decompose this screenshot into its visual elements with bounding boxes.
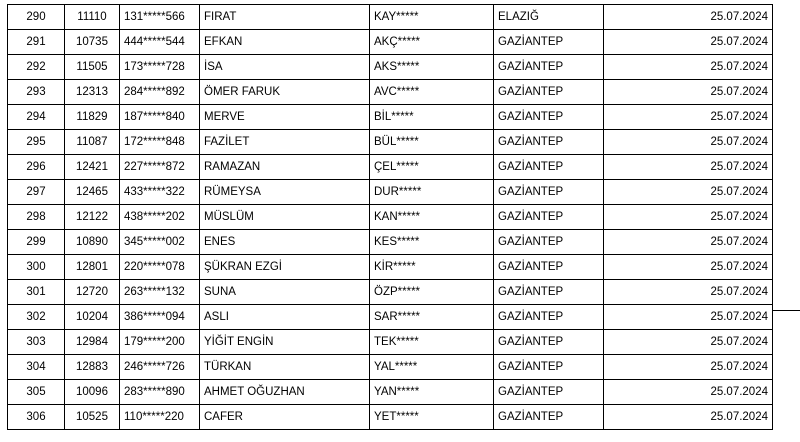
masked-surname-cell: YAN***** [370, 380, 494, 405]
masked-surname-cell: ÇEL***** [370, 155, 494, 180]
masked-surname-cell: BÜL***** [370, 130, 494, 155]
masked-surname-cell: KES***** [370, 230, 494, 255]
row-number-cell: 302 [8, 305, 65, 330]
city-cell: GAZİANTEP [494, 280, 604, 305]
city-cell: GAZİANTEP [494, 180, 604, 205]
table-row [8, 5, 773, 30]
table-row [8, 330, 773, 355]
row-number-cell: 306 [8, 405, 65, 430]
table-row [8, 305, 773, 330]
table-row [8, 80, 773, 105]
first-name-cell: TÜRKAN [200, 355, 370, 380]
date-cell: 25.07.2024 [604, 255, 773, 280]
first-name-cell: FAZİLET [200, 130, 370, 155]
first-name-cell: YİĞİT ENGİN [200, 330, 370, 355]
masked-id-number-cell: 386*****094 [120, 305, 200, 330]
table-row [8, 355, 773, 380]
first-name-cell: MERVE [200, 105, 370, 130]
city-cell: GAZİANTEP [494, 230, 604, 255]
first-name-cell: ASLI [200, 305, 370, 330]
record-id-cell: 12465 [65, 180, 120, 205]
city-cell: GAZİANTEP [494, 205, 604, 230]
city-cell: GAZİANTEP [494, 330, 604, 355]
record-id-cell: 12122 [65, 205, 120, 230]
row-number-cell: 296 [8, 155, 65, 180]
city-cell: ELAZIĞ [494, 5, 604, 30]
row-number-cell: 305 [8, 380, 65, 405]
record-id-cell: 11110 [65, 5, 120, 30]
masked-id-number-cell: 444*****544 [120, 30, 200, 55]
record-id-cell: 10735 [65, 30, 120, 55]
record-id-cell: 11087 [65, 130, 120, 155]
date-cell: 25.07.2024 [604, 355, 773, 380]
table-row [8, 230, 773, 255]
first-name-cell: İSA [200, 55, 370, 80]
date-cell: 25.07.2024 [604, 180, 773, 205]
city-cell: GAZİANTEP [494, 255, 604, 280]
row-number-cell: 293 [8, 80, 65, 105]
table-body [8, 5, 773, 430]
masked-id-number-cell: 433*****322 [120, 180, 200, 205]
table-row [8, 180, 773, 205]
row-number-cell: 303 [8, 330, 65, 355]
table-row [8, 105, 773, 130]
record-id-cell: 11829 [65, 105, 120, 130]
masked-id-number-cell: 172*****848 [120, 130, 200, 155]
record-id-cell: 10890 [65, 230, 120, 255]
date-cell: 25.07.2024 [604, 205, 773, 230]
masked-id-number-cell: 187*****840 [120, 105, 200, 130]
masked-id-number-cell: 110*****220 [120, 405, 200, 430]
masked-id-number-cell: 283*****890 [120, 380, 200, 405]
table-row [8, 405, 773, 430]
city-cell: GAZİANTEP [494, 380, 604, 405]
first-name-cell: RÜMEYSA [200, 180, 370, 205]
masked-surname-cell: YET***** [370, 405, 494, 430]
table-row [8, 280, 773, 305]
date-cell: 25.07.2024 [604, 380, 773, 405]
masked-surname-cell: AKÇ***** [370, 30, 494, 55]
first-name-cell: FIRAT [200, 5, 370, 30]
city-cell: GAZİANTEP [494, 405, 604, 430]
table-row [8, 30, 773, 55]
first-name-cell: ENES [200, 230, 370, 255]
masked-surname-cell: YAL***** [370, 355, 494, 380]
first-name-cell: AHMET OĞUZHAN [200, 380, 370, 405]
record-id-cell: 12883 [65, 355, 120, 380]
date-cell: 25.07.2024 [604, 405, 773, 430]
city-cell: GAZİANTEP [494, 305, 604, 330]
masked-id-number-cell: 173*****728 [120, 55, 200, 80]
masked-id-number-cell: 227*****872 [120, 155, 200, 180]
masked-surname-cell: BİL***** [370, 105, 494, 130]
record-id-cell: 12801 [65, 255, 120, 280]
table-edge-line [772, 310, 800, 311]
table-row [8, 130, 773, 155]
table-row [8, 55, 773, 80]
date-cell: 25.07.2024 [604, 330, 773, 355]
masked-id-number-cell: 284*****892 [120, 80, 200, 105]
masked-surname-cell: AVC***** [370, 80, 494, 105]
masked-id-number-cell: 179*****200 [120, 330, 200, 355]
date-cell: 25.07.2024 [604, 130, 773, 155]
row-number-cell: 304 [8, 355, 65, 380]
city-cell: GAZİANTEP [494, 55, 604, 80]
first-name-cell: SUNA [200, 280, 370, 305]
record-id-cell: 12720 [65, 280, 120, 305]
masked-surname-cell: SAR***** [370, 305, 494, 330]
record-id-cell: 10096 [65, 380, 120, 405]
record-id-cell: 10525 [65, 405, 120, 430]
table-row [8, 255, 773, 280]
city-cell: GAZİANTEP [494, 80, 604, 105]
candidate-list-table [7, 4, 773, 430]
row-number-cell: 301 [8, 280, 65, 305]
date-cell: 25.07.2024 [604, 280, 773, 305]
date-cell: 25.07.2024 [604, 105, 773, 130]
first-name-cell: EFKAN [200, 30, 370, 55]
record-id-cell: 12984 [65, 330, 120, 355]
masked-surname-cell: AKS***** [370, 55, 494, 80]
record-id-cell: 11505 [65, 55, 120, 80]
masked-surname-cell: KAY***** [370, 5, 494, 30]
row-number-cell: 298 [8, 205, 65, 230]
masked-surname-cell: TEK***** [370, 330, 494, 355]
date-cell: 25.07.2024 [604, 305, 773, 330]
row-number-cell: 294 [8, 105, 65, 130]
masked-id-number-cell: 438*****202 [120, 205, 200, 230]
city-cell: GAZİANTEP [494, 30, 604, 55]
record-id-cell: 12421 [65, 155, 120, 180]
first-name-cell: ŞÜKRAN EZGİ [200, 255, 370, 280]
date-cell: 25.07.2024 [604, 30, 773, 55]
first-name-cell: MÜSLÜM [200, 205, 370, 230]
date-cell: 25.07.2024 [604, 230, 773, 255]
city-cell: GAZİANTEP [494, 355, 604, 380]
table-row [8, 380, 773, 405]
first-name-cell: RAMAZAN [200, 155, 370, 180]
date-cell: 25.07.2024 [604, 5, 773, 30]
record-id-cell: 12313 [65, 80, 120, 105]
table-row [8, 205, 773, 230]
city-cell: GAZİANTEP [494, 155, 604, 180]
row-number-cell: 299 [8, 230, 65, 255]
masked-surname-cell: ÖZP***** [370, 280, 494, 305]
city-cell: GAZİANTEP [494, 130, 604, 155]
first-name-cell: ÖMER FARUK [200, 80, 370, 105]
masked-id-number-cell: 345*****002 [120, 230, 200, 255]
masked-id-number-cell: 131*****566 [120, 5, 200, 30]
masked-id-number-cell: 263*****132 [120, 280, 200, 305]
masked-id-number-cell: 246*****726 [120, 355, 200, 380]
row-number-cell: 297 [8, 180, 65, 205]
masked-surname-cell: KİR***** [370, 255, 494, 280]
date-cell: 25.07.2024 [604, 155, 773, 180]
masked-surname-cell: DUR***** [370, 180, 494, 205]
row-number-cell: 292 [8, 55, 65, 80]
masked-id-number-cell: 220*****078 [120, 255, 200, 280]
record-id-cell: 10204 [65, 305, 120, 330]
row-number-cell: 300 [8, 255, 65, 280]
city-cell: GAZİANTEP [494, 105, 604, 130]
date-cell: 25.07.2024 [604, 80, 773, 105]
date-cell: 25.07.2024 [604, 55, 773, 80]
row-number-cell: 295 [8, 130, 65, 155]
table-row [8, 155, 773, 180]
masked-surname-cell: KAN***** [370, 205, 494, 230]
row-number-cell: 290 [8, 5, 65, 30]
first-name-cell: CAFER [200, 405, 370, 430]
row-number-cell: 291 [8, 30, 65, 55]
